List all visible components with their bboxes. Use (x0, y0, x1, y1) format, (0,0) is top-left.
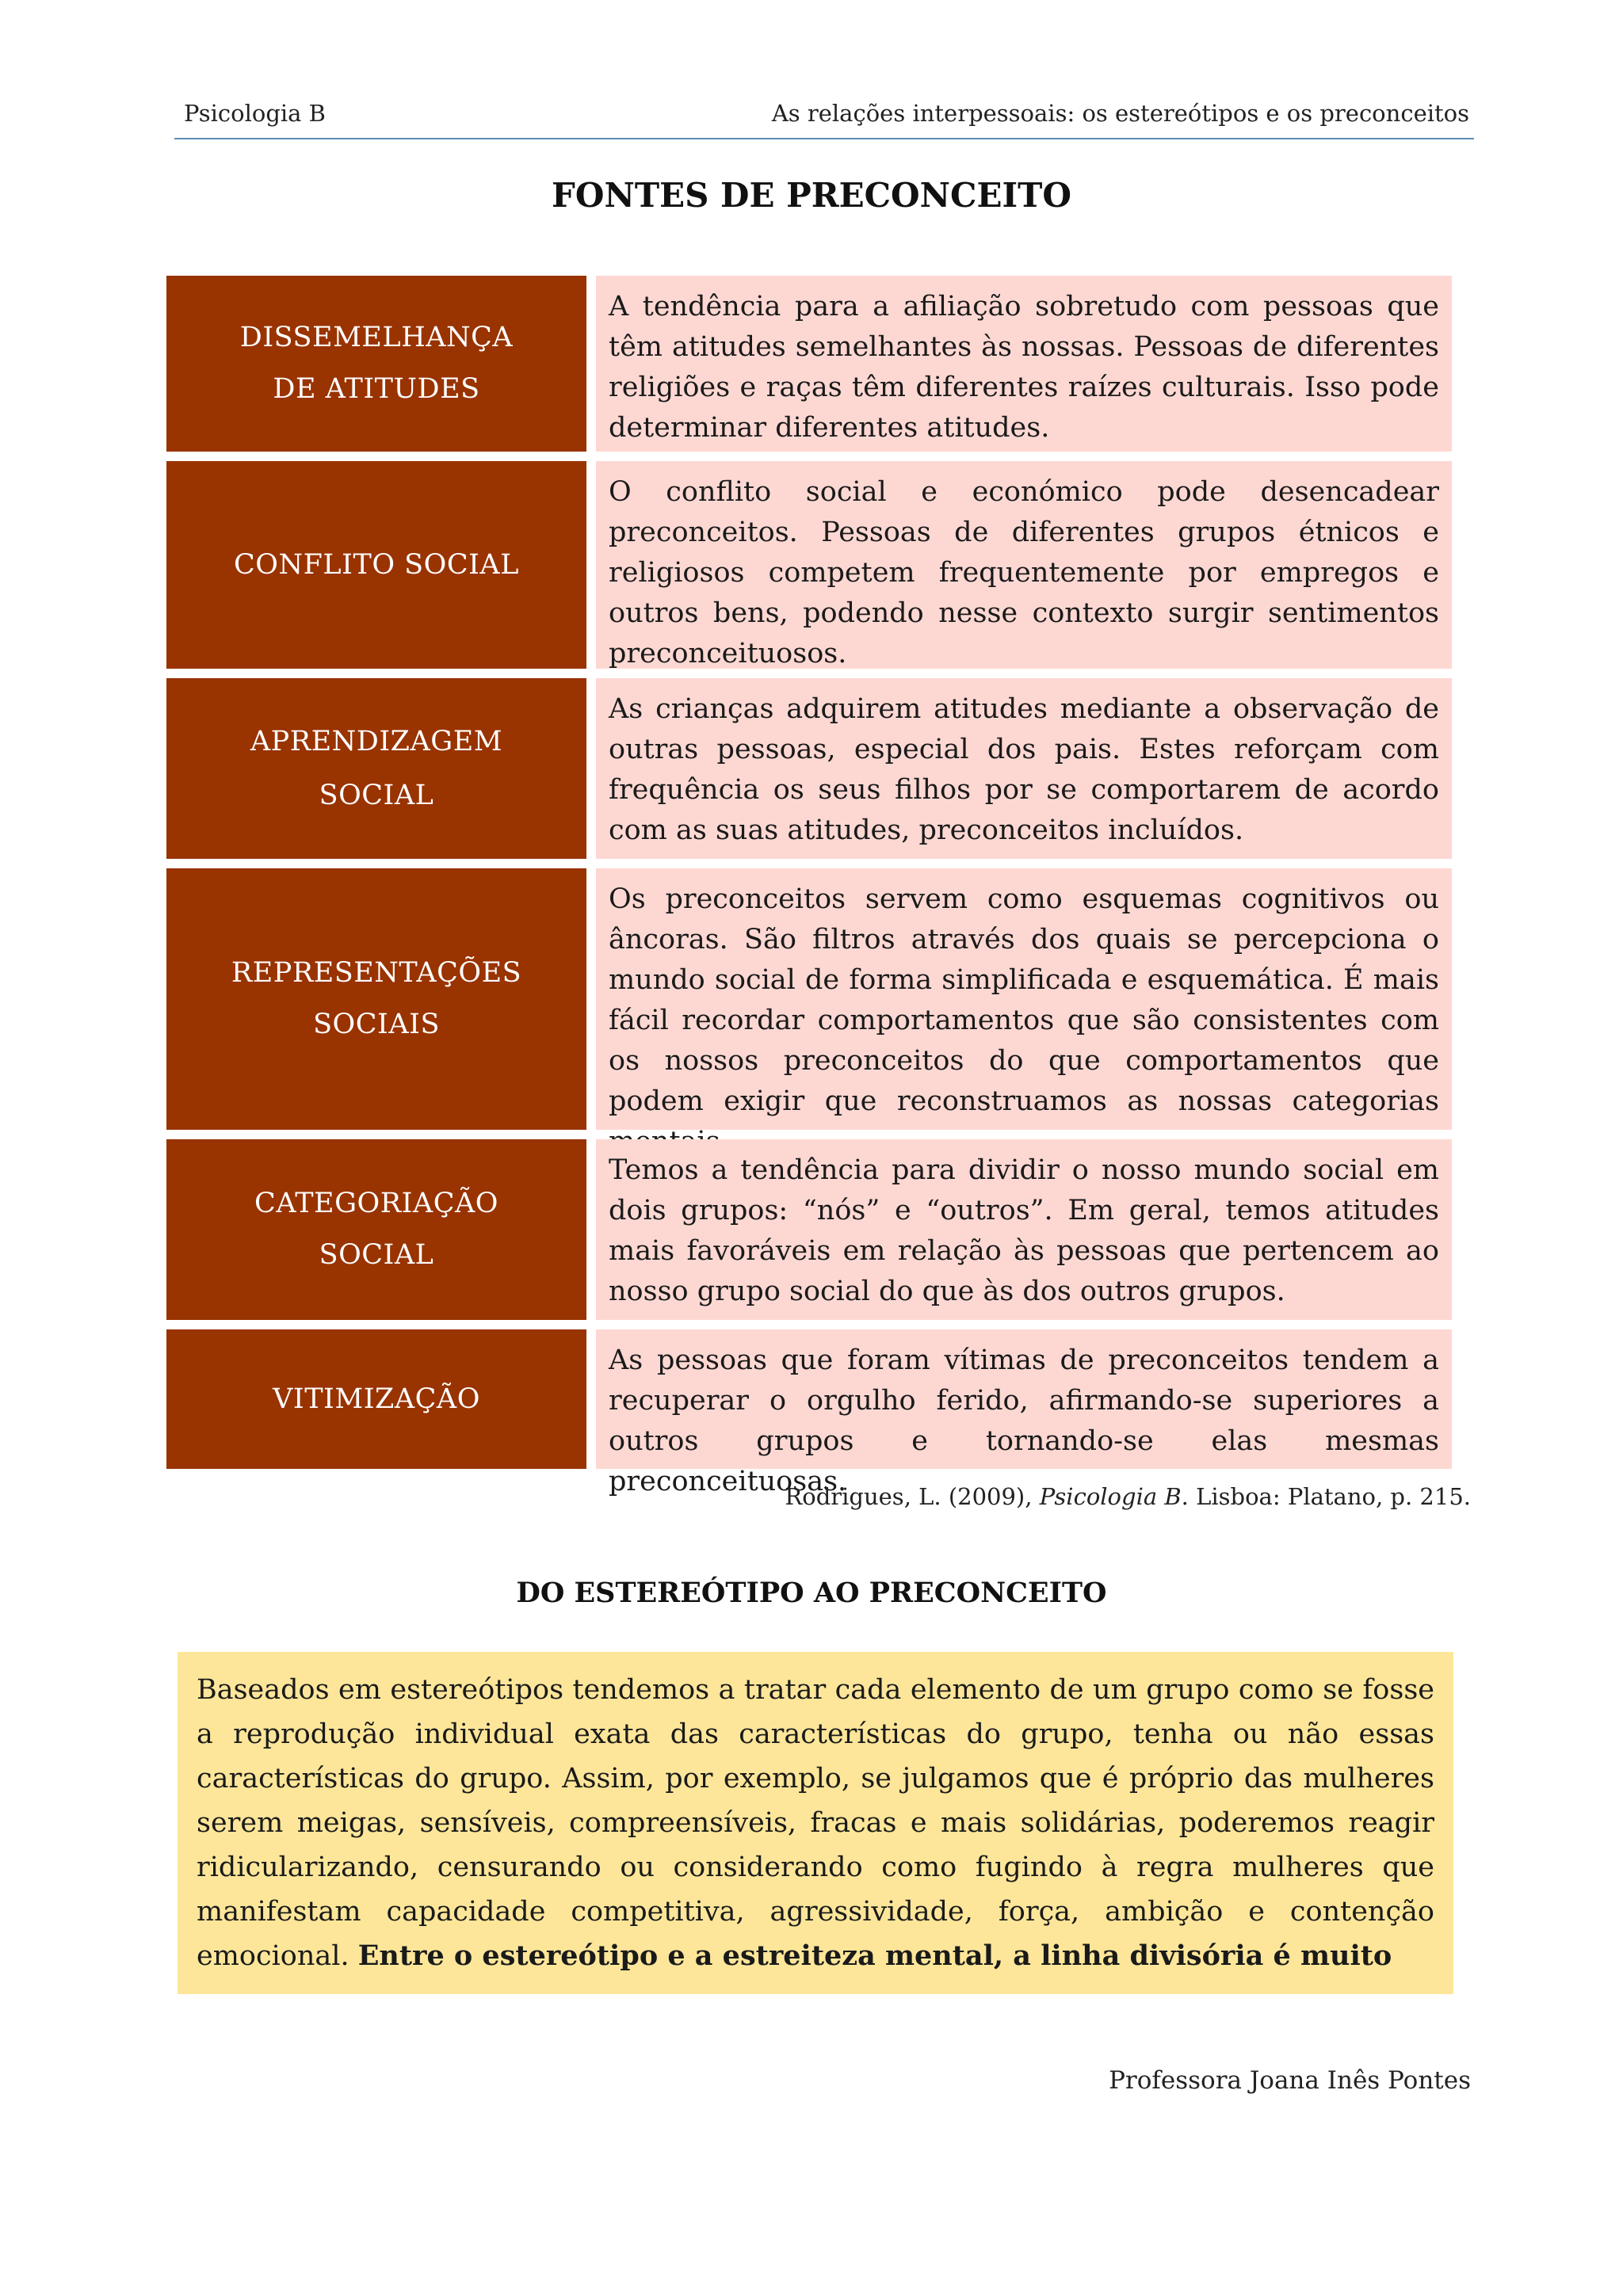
source-description: Os preconceitos servem como esquemas cognitivos ou âncoras. São filtros através dos quais se percepciona o mundo social de forma simplificada e esquemática. É mais fácil recordar comportamentos que são consistentes com os nossos preconceitos do que comportamentos que podem exigir que reconstruamos as nossas categorias (596, 868, 1452, 1130)
source-label-line: VITIMIZAÇÃO (273, 1383, 480, 1415)
stereotype-text-box (178, 1652, 1453, 1994)
source-row (166, 276, 1452, 452)
stereotype-paragraph: Baseados em estereótipos tendemos a tratar cada elemento de um grupo como se fosse a reprodução individual exata das características do grupo, tenha ou não essas características do grupo. Assim, por exemplo, se julgamos que é próprio das mulheres serem meigas, sensíveis, compreensíveis, fracas e mais solidárias, poderemos reagir ridicularizando, censurando ou considerando como fugindo à regra mulheres que manifestam capacidade competitiva, agressividade, força, ambição e contenção emocional. (197, 1674, 1434, 1972)
author-footer: Professora Joana Inês Pontes (1109, 2066, 1471, 2095)
source-row (166, 678, 1452, 859)
citation-book-title: Psicologia B (1039, 1483, 1182, 1510)
source-label-line: SOCIAIS (313, 1009, 440, 1040)
source-label (166, 1329, 586, 1469)
source-label-line: REPRESENTAÇÕES (231, 957, 522, 990)
source-label-line: CATEGORIAÇÃO (254, 1188, 498, 1220)
source-row (166, 461, 1452, 669)
citation-publisher: . Lisboa: Platano, p. 215. (1181, 1483, 1471, 1510)
header-subject: Psicologia B (184, 100, 326, 127)
section-title-stereotype: DO ESTEREÓTIPO AO PRECONCEITO (516, 1577, 1107, 1609)
source-label-line: SOCIAL (319, 780, 434, 811)
citation-author: Rodrigues, L. (2009), (785, 1483, 1040, 1510)
source-description: As pessoas que foram vítimas de preconceitos tendem a recuperar o orgulho ferido, afirmando-se superiores a outros grupos e tornando-se elas mesmas preconceituosas. (596, 1329, 1452, 1469)
source-description: A tendência para a afiliação sobretudo com pessoas que têm atitudes semelhantes às nossas. Pessoas de diferentes religiões e raças têm diferentes raízes culturais. Isso pode determinar diferentes atitudes. (596, 276, 1452, 452)
source-label-line: DE ATITUDES (273, 373, 480, 405)
source-label (166, 276, 586, 452)
section-title-sources: FONTES DE PRECONCEITO (552, 176, 1071, 215)
source-label-line: SOCIAL (319, 1239, 434, 1271)
source-label-line: CONFLITO SOCIAL (234, 548, 519, 581)
header-topic: As relações interpessoais: os estereótipos e os preconceitos (771, 100, 1469, 127)
source-description: As crianças adquirem atitudes mediante a observação de outras pessoas, especial dos pais. Estes reforçam com frequência os seus filhos por se comportarem de acordo com as suas atitudes, preconceitos incluídos. (596, 678, 1452, 859)
source-description: Temos a tendência para dividir o nosso mundo social em dois grupos: “nós” e “outros”. Em geral, temos atitudes mais favoráveis em relação às pessoas que pertencem ao nosso grupo social do que às dos outros grupos. (596, 1139, 1452, 1320)
citation (785, 1483, 1471, 1510)
page-header (174, 93, 1474, 139)
source-label-line: DISSEMELHANÇA (239, 322, 514, 354)
source-label-line: APRENDIZAGEM (250, 726, 503, 757)
source-row (166, 1139, 1452, 1320)
source-description: O conflito social e económico pode desencadear preconceitos. Pessoas de diferentes grupos étnicos e religiosos competem frequentemente por empregos e outros bens, podendo nesse contexto surgir sentimentos preconceituosos. (596, 461, 1452, 669)
source-label (166, 1139, 586, 1320)
source-label (166, 678, 586, 859)
source-row (166, 868, 1452, 1130)
stereotype-bold-statement: Entre o estereótipo e a estreiteza mental, a linha divisória é muito (357, 1939, 1392, 1972)
source-label (166, 868, 586, 1130)
source-label (166, 461, 586, 669)
